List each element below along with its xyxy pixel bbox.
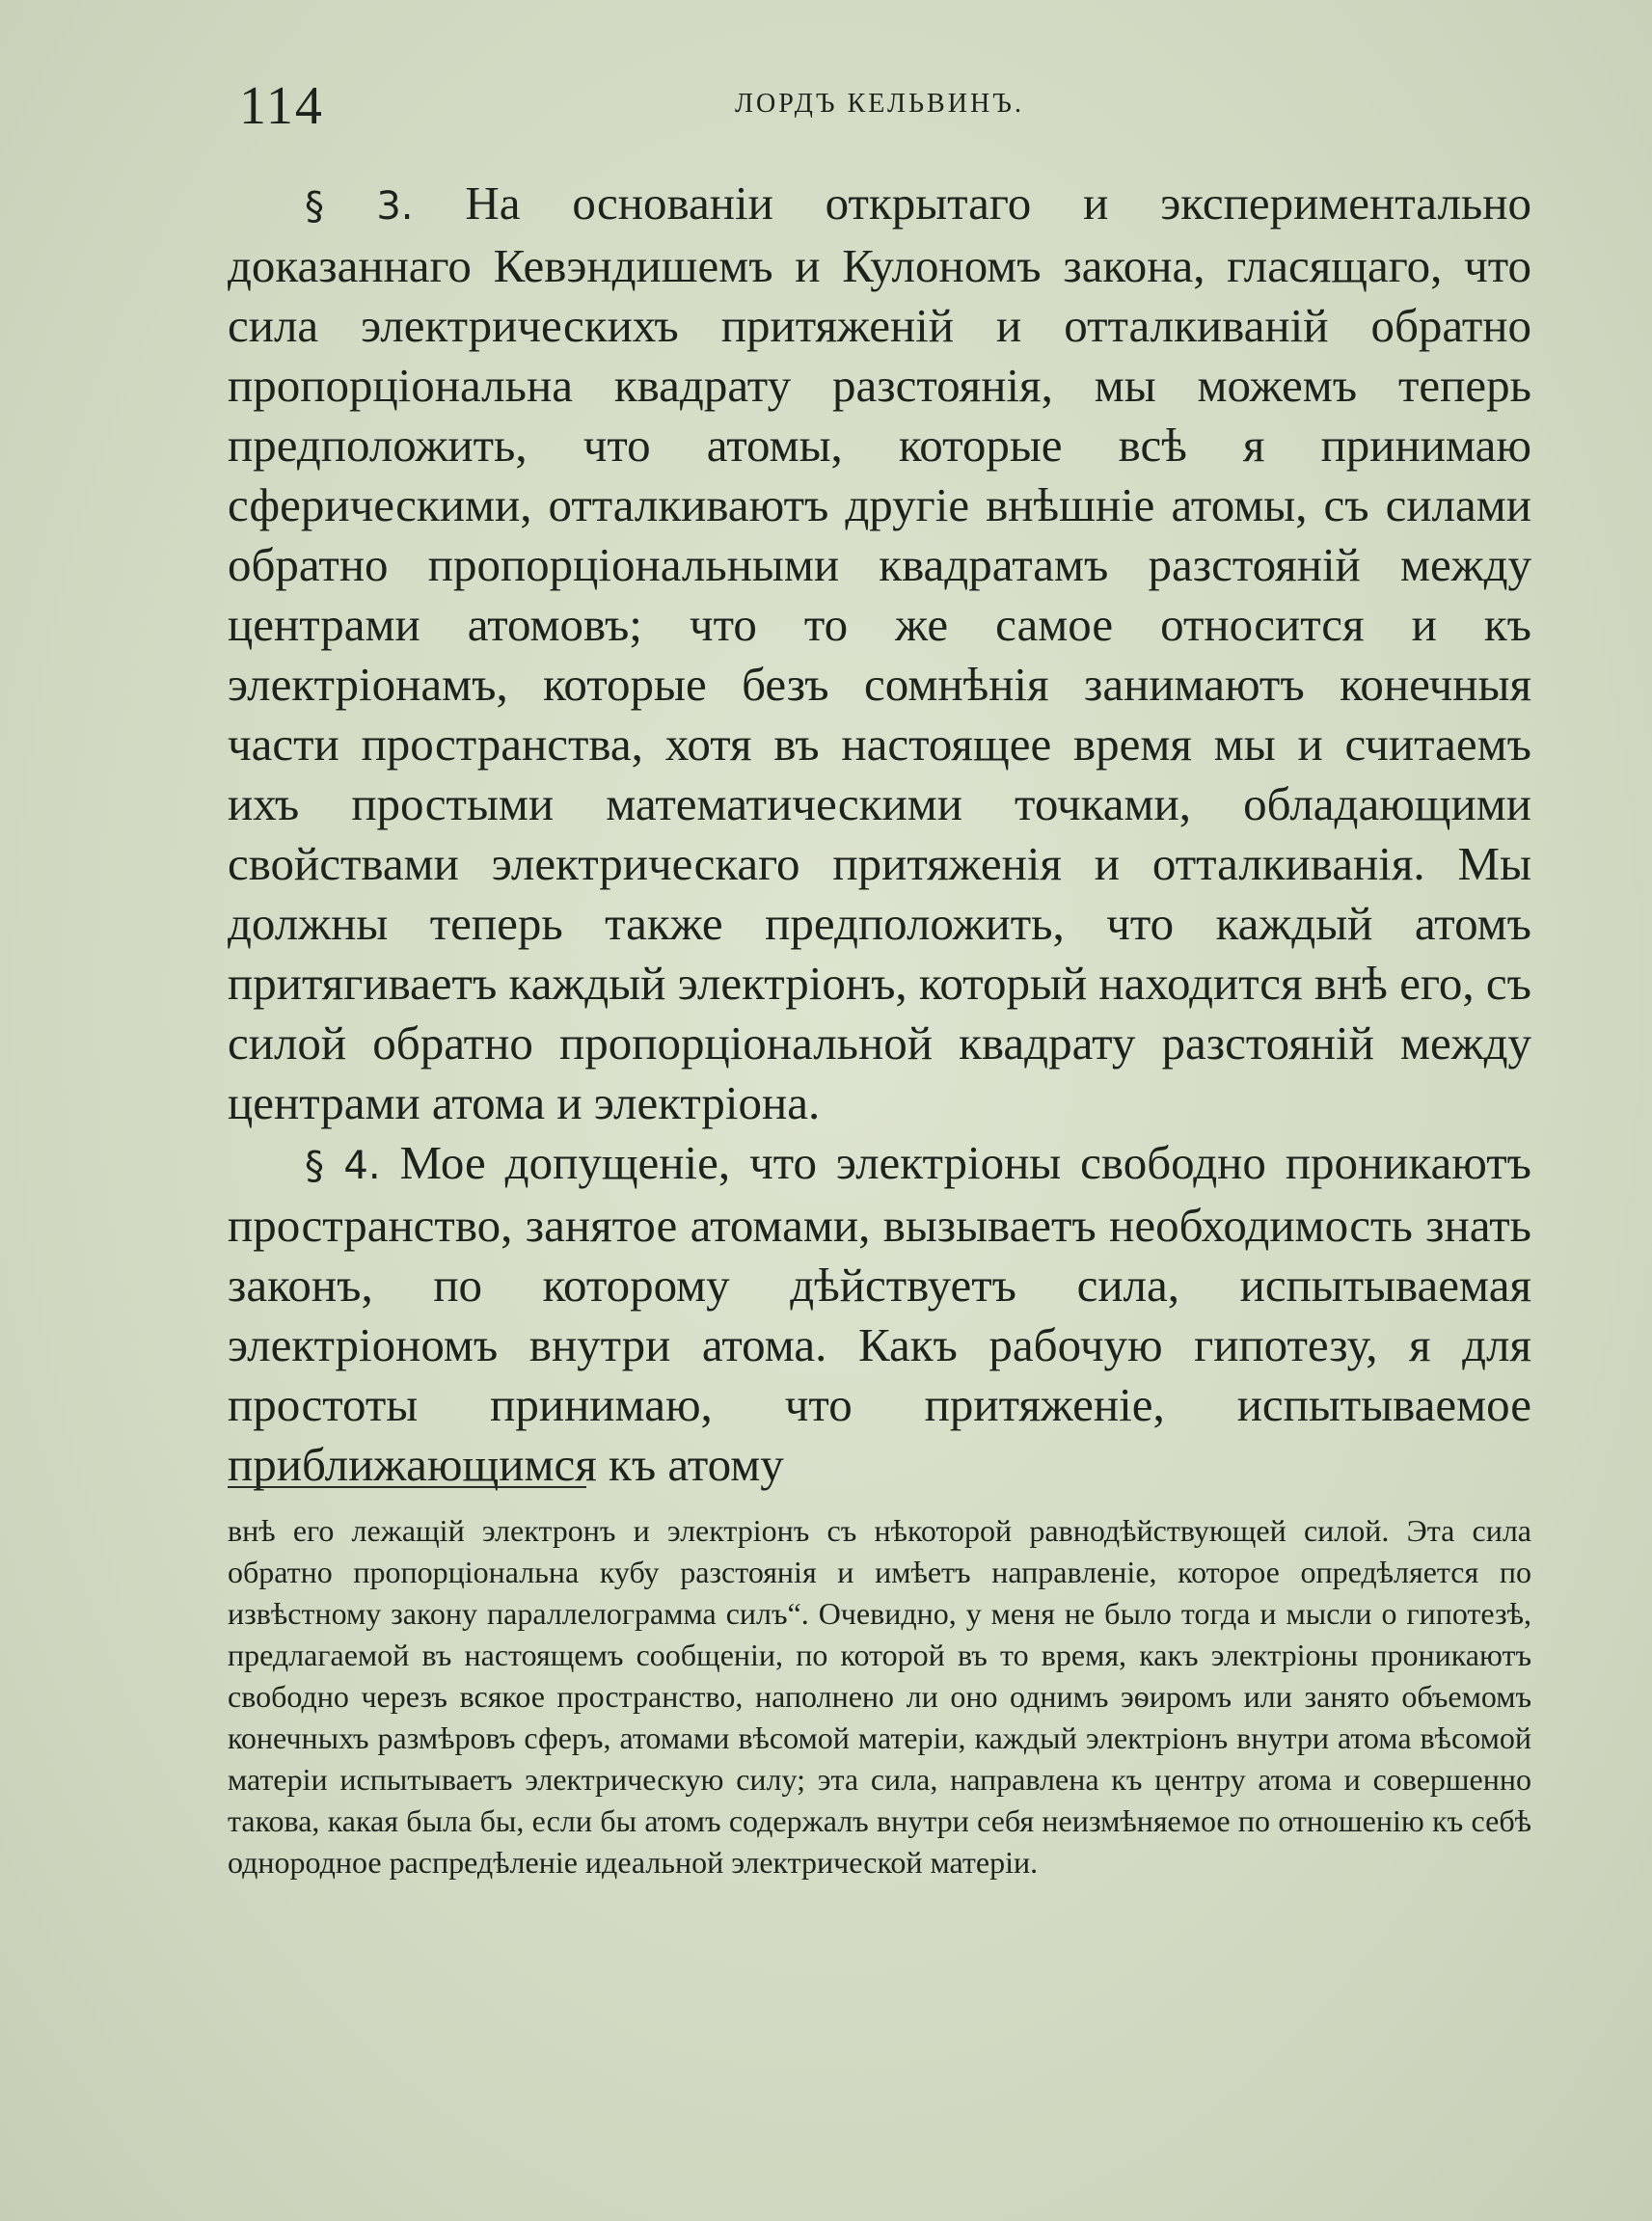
- footnote-divider: [228, 1486, 586, 1488]
- paragraph-text: Мое допущеніе, что электріоны свободно проникаютъ пространство, занятое атомами, вызываетъ необходимость знать законъ, по которому дѣйствуетъ сила, испытываемая электріономъ внутри атома. Какъ рабочую гипотезу, я для простоты принимаю, что притяженіе, испытываемое приближающимся къ атому: [228, 1136, 1532, 1491]
- section-marker: § 4.: [305, 1144, 381, 1188]
- running-head: ЛОРДЪ КЕЛЬВИНЪ.: [735, 89, 1024, 119]
- paragraph-section-3: [228, 174, 1531, 1133]
- body-text: [228, 174, 1531, 1495]
- section-marker: § 3.: [305, 184, 414, 229]
- page-number: 114: [239, 76, 324, 136]
- footnote: внѣ его лежащій электронъ и электріонъ съ нѣкоторой равнодѣйствующей силой. Эта сила обратно пропорціональна кубу разстоянія и имѣетъ направленіе, которое опредѣляется по извѣстному закону параллелограмма силъ“. Очевидно, у меня не было тогда и мысли о гипотезѣ, предлагаемой въ настоящемъ сообщеніи, по которой въ то время, какъ электріоны проникаютъ свободно черезъ всякое пространство, наполнено ли оно однимъ эѳиромъ или занято объемомъ конечныхъ размѣровъ сферъ, атомами вѣсомой матеріи, каждый электріонъ внутри атома вѣсомой матеріи испытываетъ электрическую силу; эта сила, направлена къ центру атома и совершенно такова, какая была бы, если бы атомъ содержалъ внутри себя неизмѣняемое по отношенію къ себѣ однородное распредѣленіе идеальной электрической матеріи.: [228, 1513, 1531, 1880]
- page-header: [228, 75, 1531, 143]
- paragraph-section-4: [228, 1133, 1531, 1495]
- paragraph-text: На основаніи открытаго и экспериментально доказаннаго Кевэндишемъ и Кулономъ закона, гласящаго, что сила электрическихъ притяженій и отталкиваній обратно пропорціональна квадрату разстоянія, мы можемъ теперь предположить, что атомы, которые всѣ я принимаю сферическими, отталкиваютъ другіе внѣшніе атомы, съ силами обратно пропорціональными квадратамъ разстояній между центрами атомовъ; что то же самое относится и къ электріонамъ, которые безъ сомнѣнія занимаютъ конечныя части пространства, хотя въ настоящее время мы и считаемъ ихъ простыми математическими точками, обладающими свойствами электрическаго притяженія и отталкиванія. Мы должны теперь также предположить, что каждый атомъ притягиваетъ каждый электріонъ, который находится внѣ его, съ силой обратно пропорціональной квадрату разстояній между центрами атома и электріона.: [228, 176, 1531, 1129]
